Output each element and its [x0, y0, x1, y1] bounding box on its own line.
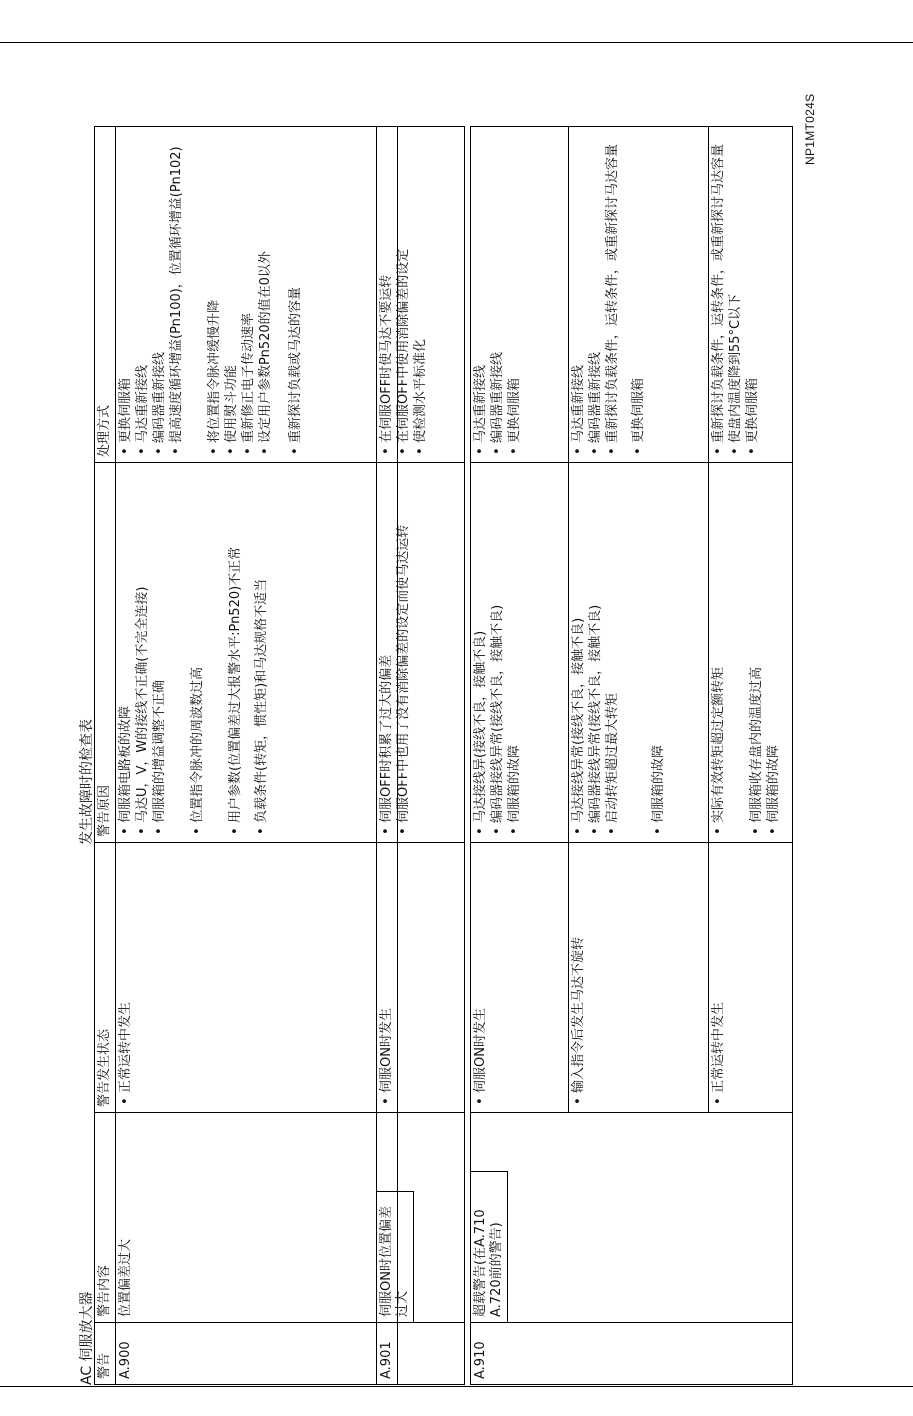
state-cell [569, 843, 709, 1113]
list-item: • 使检测水平标准化 [413, 132, 429, 457]
alarm-code: A.910 [471, 1323, 793, 1385]
alarm-content-cell [377, 1113, 465, 1323]
list-item: • 伺服箱的故障 [766, 468, 782, 837]
state-cell [709, 843, 793, 1113]
list-item: • 正常运转中发生 [118, 848, 134, 1107]
bottom-rule [0, 1386, 913, 1387]
table-row [377, 127, 465, 1385]
header-state: 警告发生状态 [95, 843, 116, 1113]
action-cell [377, 127, 465, 463]
list-item: • 伺服箱电路板的故障 [118, 468, 134, 837]
list-item: • 马达重新接线 [473, 132, 489, 457]
table-a901 [376, 126, 465, 1385]
header-row [95, 127, 116, 1385]
action-cell [471, 127, 569, 463]
cause-cell [569, 463, 709, 843]
list-item: • 位置指令脉冲的周波数过高 [190, 468, 206, 837]
action-cell [116, 127, 398, 463]
list-item: • 更换伺服箱 [118, 132, 134, 457]
list-item: • 设定用户参数Pn520的值在0以外 [258, 132, 274, 457]
rotated-page [78, 65, 838, 1385]
list-item: • 重新探讨负载条件，运转条件，或重新探讨马达容量 [605, 132, 621, 457]
list-item: • 伺服OFF中也用了没有消除偏差的设定而使马达运转 [396, 468, 412, 837]
list-item: • 重新探讨负载条件，运转条件，或重新探讨马达容量 [711, 132, 727, 457]
list-item: • 重新探讨负载或马达的容量 [288, 132, 304, 457]
list-item: • 在伺服OFF时使马达不要运转 [379, 132, 395, 457]
list-item: • 使用熨斗功能 [224, 132, 240, 457]
list-item: • 伺服箱的故障 [651, 468, 667, 837]
state-cell [377, 843, 465, 1113]
action-cell [709, 127, 793, 463]
list-item: • 伺服ON时发生 [473, 848, 489, 1107]
list-item: • 在伺服OFF中使用消除偏差的设定 [396, 132, 412, 457]
list-item: • 伺服OFF时积累了过大的偏差 [379, 468, 395, 837]
list-item: • 编码器重新接线 [588, 132, 604, 457]
top-rule [0, 42, 913, 43]
header-action: 处理方式 [95, 127, 116, 463]
list-item: • 伺服箱的故障 [507, 468, 523, 837]
header-content: 警告内容 [95, 1113, 116, 1323]
table-a910 [470, 126, 793, 1385]
list-item: • 伺服箱的增益调整不正确 [152, 468, 168, 837]
alarm-code: A.900 [116, 1323, 398, 1385]
list-item: • 重新修正电子传动速率 [241, 132, 257, 457]
table-row [116, 127, 398, 1385]
list-item: • 使盘内温度降到55°C以下 [728, 132, 744, 457]
figure-code: NP1MT024S [803, 93, 817, 165]
alarm-code: A.901 [377, 1323, 465, 1385]
state-cell [116, 843, 398, 1113]
list-item: • 马达重新接线 [571, 132, 587, 457]
action-cell [569, 127, 709, 463]
list-item: • 提高速度循环增益(Pn100)，位置循环增益(Pn102) [169, 132, 185, 457]
list-item: • 输入指令后发生马达不旋转 [571, 848, 587, 1107]
list-item: • 更换伺服箱 [631, 132, 647, 457]
state-cell [471, 843, 569, 1113]
list-item: • 将位置指令脉冲缓慢升降 [207, 132, 223, 457]
alarm-content: 伺服ON时位置偏差过大 [376, 1191, 414, 1323]
header-cause: 警告原因 [95, 463, 116, 843]
header-code: 警告 [95, 1323, 116, 1385]
table-title: 发生故障时的检查表 [79, 719, 95, 845]
list-item: • 实际有效转矩超过定额转矩 [711, 468, 727, 837]
cause-cell [709, 463, 793, 843]
list-item: • 编码器重新接线 [490, 132, 506, 457]
list-item: • 用户参数(位置偏差过大报警水平:Pn520)不正常 [228, 468, 244, 837]
list-item: • 伺服箱收存盘内的温度过高 [749, 468, 765, 837]
list-item: • 更换伺服箱 [745, 132, 761, 457]
list-item: • 马达U，V，W的接线不正确(不完全连接) [135, 468, 151, 837]
list-item: • 伺服ON时发生 [379, 848, 395, 1107]
alarm-content: 超载警告(在A.710 A.720前的警告) [470, 1171, 508, 1323]
list-item: • 马达重新接线 [135, 132, 151, 457]
list-item: • 马达接线异常(接线不良，接触不良) [571, 468, 587, 837]
list-item: • 启动转矩超过最大转矩 [605, 468, 621, 837]
cause-cell [471, 463, 569, 843]
list-item: • 正常运转中发生 [711, 848, 727, 1107]
list-item: • 编码器接线异常(接线不良，接触不良) [490, 468, 506, 837]
cause-cell [377, 463, 465, 843]
table-a900 [94, 126, 398, 1385]
left-caption: AC 伺服放大器 [79, 1291, 95, 1385]
cause-cell [116, 463, 398, 843]
list-item: • 负载条件(转矩，惯性矩)和马达规格不适当 [254, 468, 270, 837]
list-item: • 编码器重新接线 [152, 132, 168, 457]
table-row [471, 127, 569, 1385]
list-item: • 马达接线异(接线不良，接触不良) [473, 468, 489, 837]
alarm-content: 位置偏差过大 [116, 1113, 398, 1323]
list-item: • 更换伺服箱 [507, 132, 523, 457]
alarm-content-cell [471, 1113, 793, 1323]
list-item: • 编码器接线异常(接线不良，接触不良) [588, 468, 604, 837]
